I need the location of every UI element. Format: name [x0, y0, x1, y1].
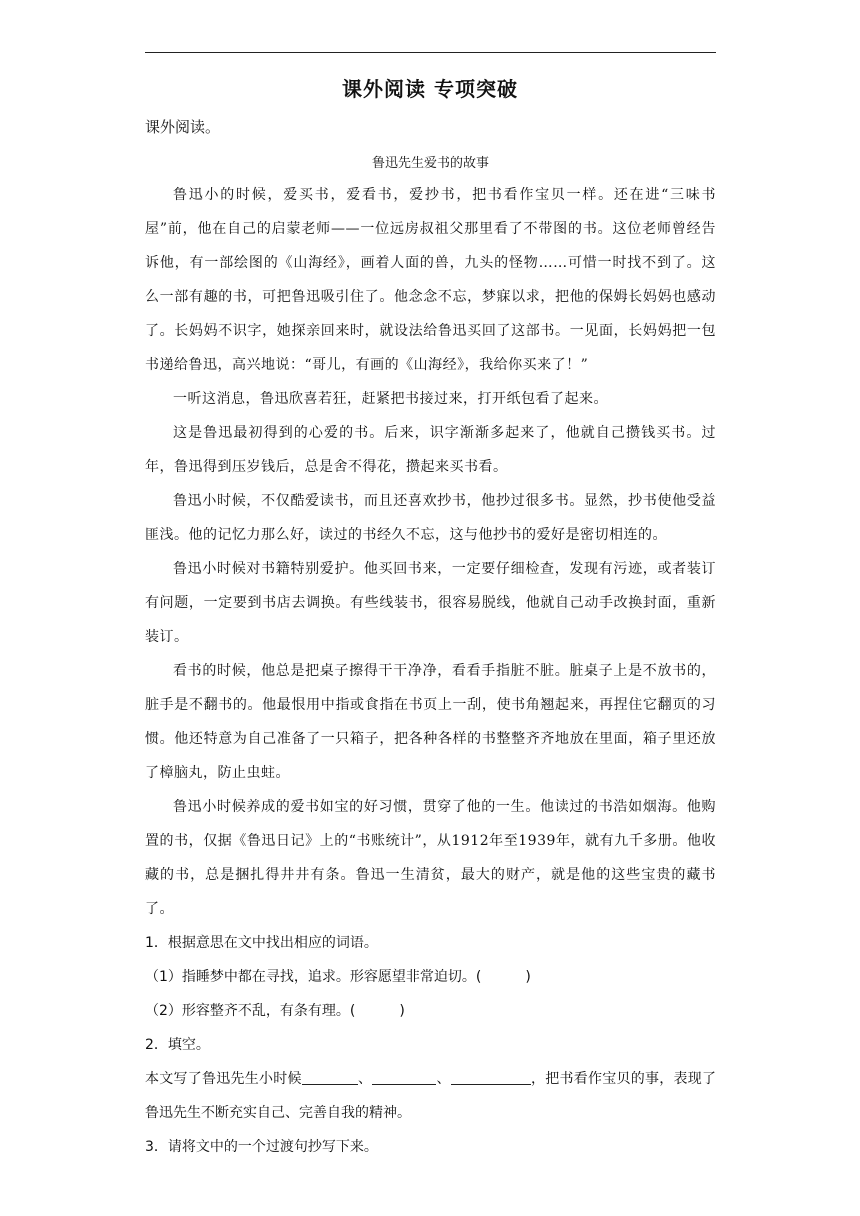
- article-paragraph-1: 鲁迅小的时候，爱买书，爱看书，爱抄书，把书看作宝贝一样。还在进“三味书屋”前，他在自己的启蒙老师——一位远房叔祖父那里看了不带图的书。这位老师曾经告诉他，有一部绘图的《山海经》，画着人面的兽，九头的怪物……可惜一时找不到了。这么一部有趣的书，可把鲁迅吸引住了。他念念不忘，梦寐以求，把他的保姆长妈妈也感动了。长妈妈不识字，她探亲回来时，就设法给鲁迅买回了这部书。一见面，长妈妈把一包书递给鲁迅，高兴地说：“哥儿，有画的《山海经》，我给你买来了！”: [145, 187, 716, 373]
- question-3: 3．请将文中的一个过渡句抄写下来。: [145, 1139, 378, 1155]
- question-1-item-2: [145, 994, 716, 1028]
- question-2-text-a: 本文写了鲁迅先生小时候: [145, 1071, 302, 1087]
- question-1-item-1: [145, 960, 716, 994]
- article-paragraph-2: 一听这消息，鲁迅欣喜若狂，赶紧把书接过来，打开纸包看了起来。: [173, 391, 608, 407]
- article-paragraph-3: 这是鲁迅最初得到的心爱的书。后来，识字渐渐多起来了，他就自己攒钱买书。过年，鲁迅得到压岁钱后，总是舍不得花，攒起来买书看。: [145, 425, 716, 475]
- separator: 、: [357, 1071, 373, 1087]
- separator: 、: [436, 1071, 451, 1087]
- header-rule: [145, 52, 716, 53]
- close-paren: ): [525, 969, 531, 985]
- question-2-text-b: ，把书看作宝贝的事，表现了鲁迅先生不断充实自己、完善自我的精神。: [145, 1071, 716, 1121]
- article-paragraph-5: 鲁迅小时候对书籍特别爱护。他买回书来，一定要仔细检查，发现有污迹，或者装订有问题，一定要到书店去调换。有些线装书，很容易脱线，他就自己动手改换封面，重新装订。: [145, 561, 716, 645]
- question-2-fill-text: [145, 1062, 716, 1130]
- article-paragraph-6: 看书的时候，他总是把桌子擦得干干净净，看看手指脏不脏。脏桌子上是不放书的，脏手是不翻书的。他最恨用中指或食指在书页上一刮，使书角翘起来，再捏住它翻页的习惯。他还特意为自己准备了一只箱子，把各种各样的书整整齐齐地放在里面，箱子里还放了樟脑丸，防止虫蛀。: [145, 663, 716, 781]
- question-1-item-2-text: （2）形容整齐不乱，有条有理。(: [145, 1003, 356, 1019]
- section-intro: 课外阅读。: [145, 118, 221, 136]
- page-title: 课外阅读 专项突破: [342, 77, 518, 101]
- article-paragraph-7: 鲁迅小时候养成的爱书如宝的好习惯，贯穿了他的一生。他读过的书浩如烟海。他购置的书，仅据《鲁迅日记》上的“书账统计”，从1912年至1939年，就有九千多册。他收藏的书，总是捆扎得井井有条。鲁迅一生清贫，最大的财产，就是他的这些宝贵的藏书了。: [145, 799, 716, 917]
- question-1-item-1-text: （1）指睡梦中都在寻找，追求。形容愿望非常迫切。(: [145, 969, 482, 985]
- close-paren: ): [399, 1003, 405, 1019]
- document-body: [145, 112, 716, 1164]
- article-paragraph-4: 鲁迅小时候，不仅酷爱读书，而且还喜欢抄书，他抄过很多书。显然，抄书使他受益匪浅。他的记忆力那么好，读过的书经久不忘，这与他抄书的爱好是密切相连的。: [145, 493, 716, 543]
- article-title: 鲁迅先生爱书的故事: [371, 156, 489, 171]
- fill-blank-1[interactable]: [302, 1070, 358, 1085]
- question-2: 2．填空。: [145, 1037, 210, 1053]
- question-1: 1．根据意思在文中找出相应的词语。: [145, 935, 378, 951]
- fill-blank-2[interactable]: [372, 1070, 436, 1085]
- fill-blank-3[interactable]: [451, 1070, 531, 1085]
